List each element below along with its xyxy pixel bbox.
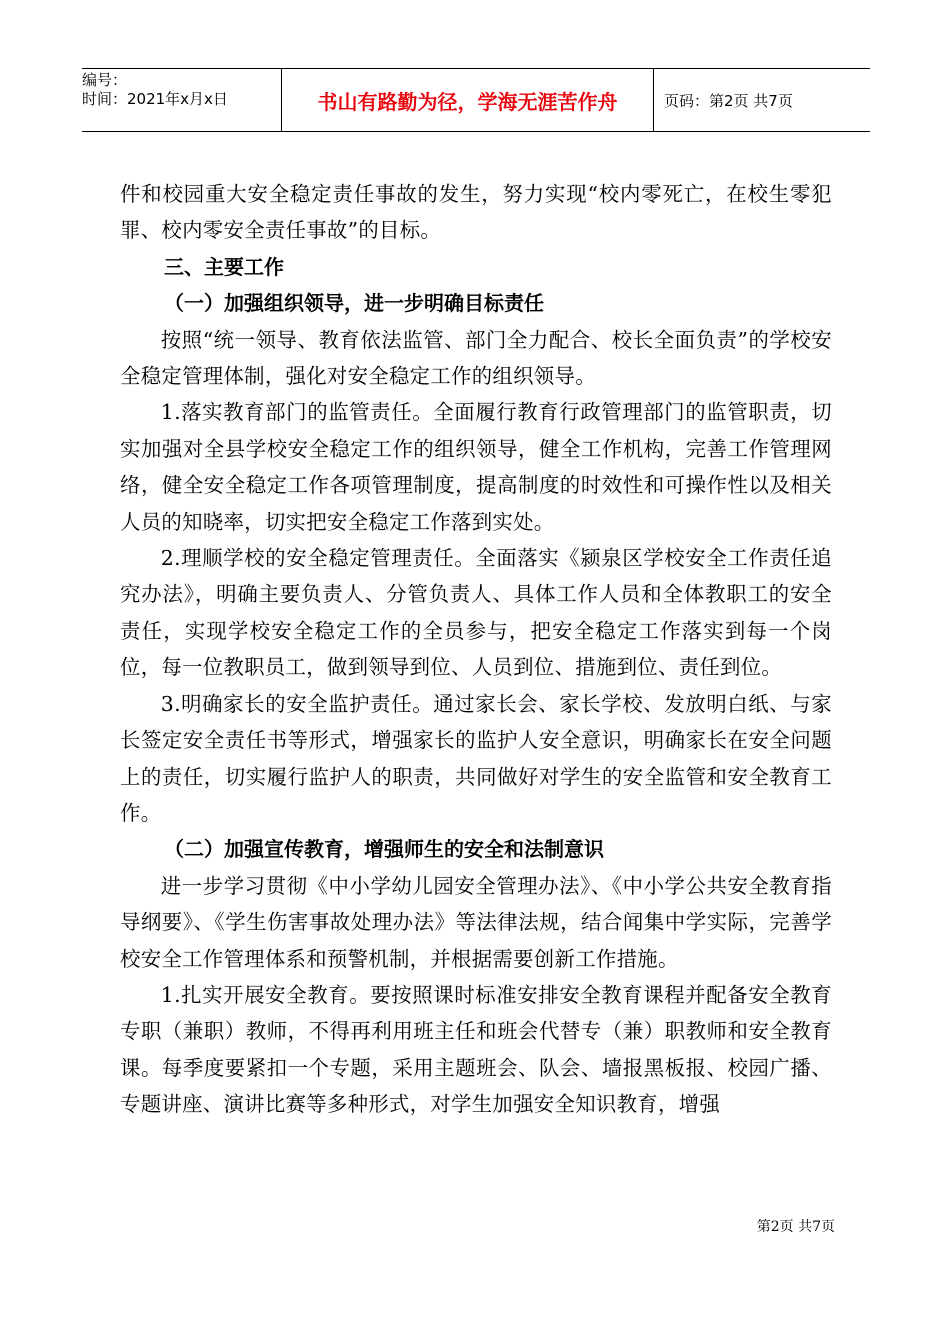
document-body <box>120 176 832 1123</box>
document-number: 编号： <box>82 71 128 89</box>
paragraph: 1.落实教育部门的监管责任。全面履行教育行政管理部门的监管职责，切实加强对全县学校安全稳定工作的组织领导，健全工作机构，完善工作管理网络，健全安全稳定工作各项管理制度，提高制度的时效性和可操作性以及相关人员的知晓率，切实把安全稳定工作落到实处。 <box>120 400 832 534</box>
header-motto: 书山有路勤为径，学海无涯苦作舟 <box>282 69 654 131</box>
page-footer: 第2页 共7页 <box>756 1219 835 1235</box>
subsection-heading-2: （二）加强宣传教育，增强师生的安全和法制意识 <box>164 837 604 862</box>
paragraph: 1.扎实开展安全教育。要按照课时标准安排安全教育课程并配备安全教育专职（兼职）教师，不得再利用班主任和班会代替专（兼）职教师和安全教育课。每季度要紧扣一个专题，采用主题班会、队会、墙报黑板报、校园广播、专题讲座、演讲比赛等多种形式，对学生加强安全知识教育，增强 <box>120 982 832 1117</box>
paragraph: 按照“统一领导、教育依法监管、部门全力配合、校长全面负责”的学校安全稳定管理体制，强化对安全稳定工作的组织领导。 <box>120 327 832 389</box>
paragraph: 2.理顺学校的安全稳定管理责任。全面落实《颍泉区学校安全工作责任追究办法》，明确主要负责人、分管负责人、具体工作人员和全体教职工的安全责任，实现学校安全稳定工作的全员参与，把安全稳定工作落实到每一个岗位，每一位教职员工，做到领导到位、人员到位、措施到位、责任到位。 <box>120 546 832 680</box>
section-heading: 三、主要工作 <box>164 254 284 279</box>
subsection-heading-1: （一）加强组织领导，进一步明确目标责任 <box>164 291 544 316</box>
paragraph: 进一步学习贯彻《中小学幼儿园安全管理办法》、《中小学公共安全教育指导纲要》、《学生伤害事故处理办法》等法律法规，结合闻集中学实际，完善学校安全工作管理体系和预警机制，并根据需要创新工作措施。 <box>120 873 832 971</box>
document-date: 时间：2021年x月x日 <box>82 90 228 108</box>
header-page-info: 页码：第2页 共7页 <box>664 91 793 110</box>
header-meta <box>82 69 282 131</box>
paragraph-continued: 件和校园重大安全稳定责任事故的发生，努力实现“校内零死亡，在校生零犯罪、校内零安全责任事故”的目标。 <box>120 182 832 243</box>
paragraph: 3.明确家长的安全监护责任。通过家长会、家长学校、发放明白纸、与家长签定安全责任书等形式，增强家长的监护人安全意识，明确家长在安全问题上的责任，切实履行监护人的职责，共同做好对学生的安全监管和安全教育工作。 <box>120 691 832 825</box>
page-header <box>82 68 870 132</box>
